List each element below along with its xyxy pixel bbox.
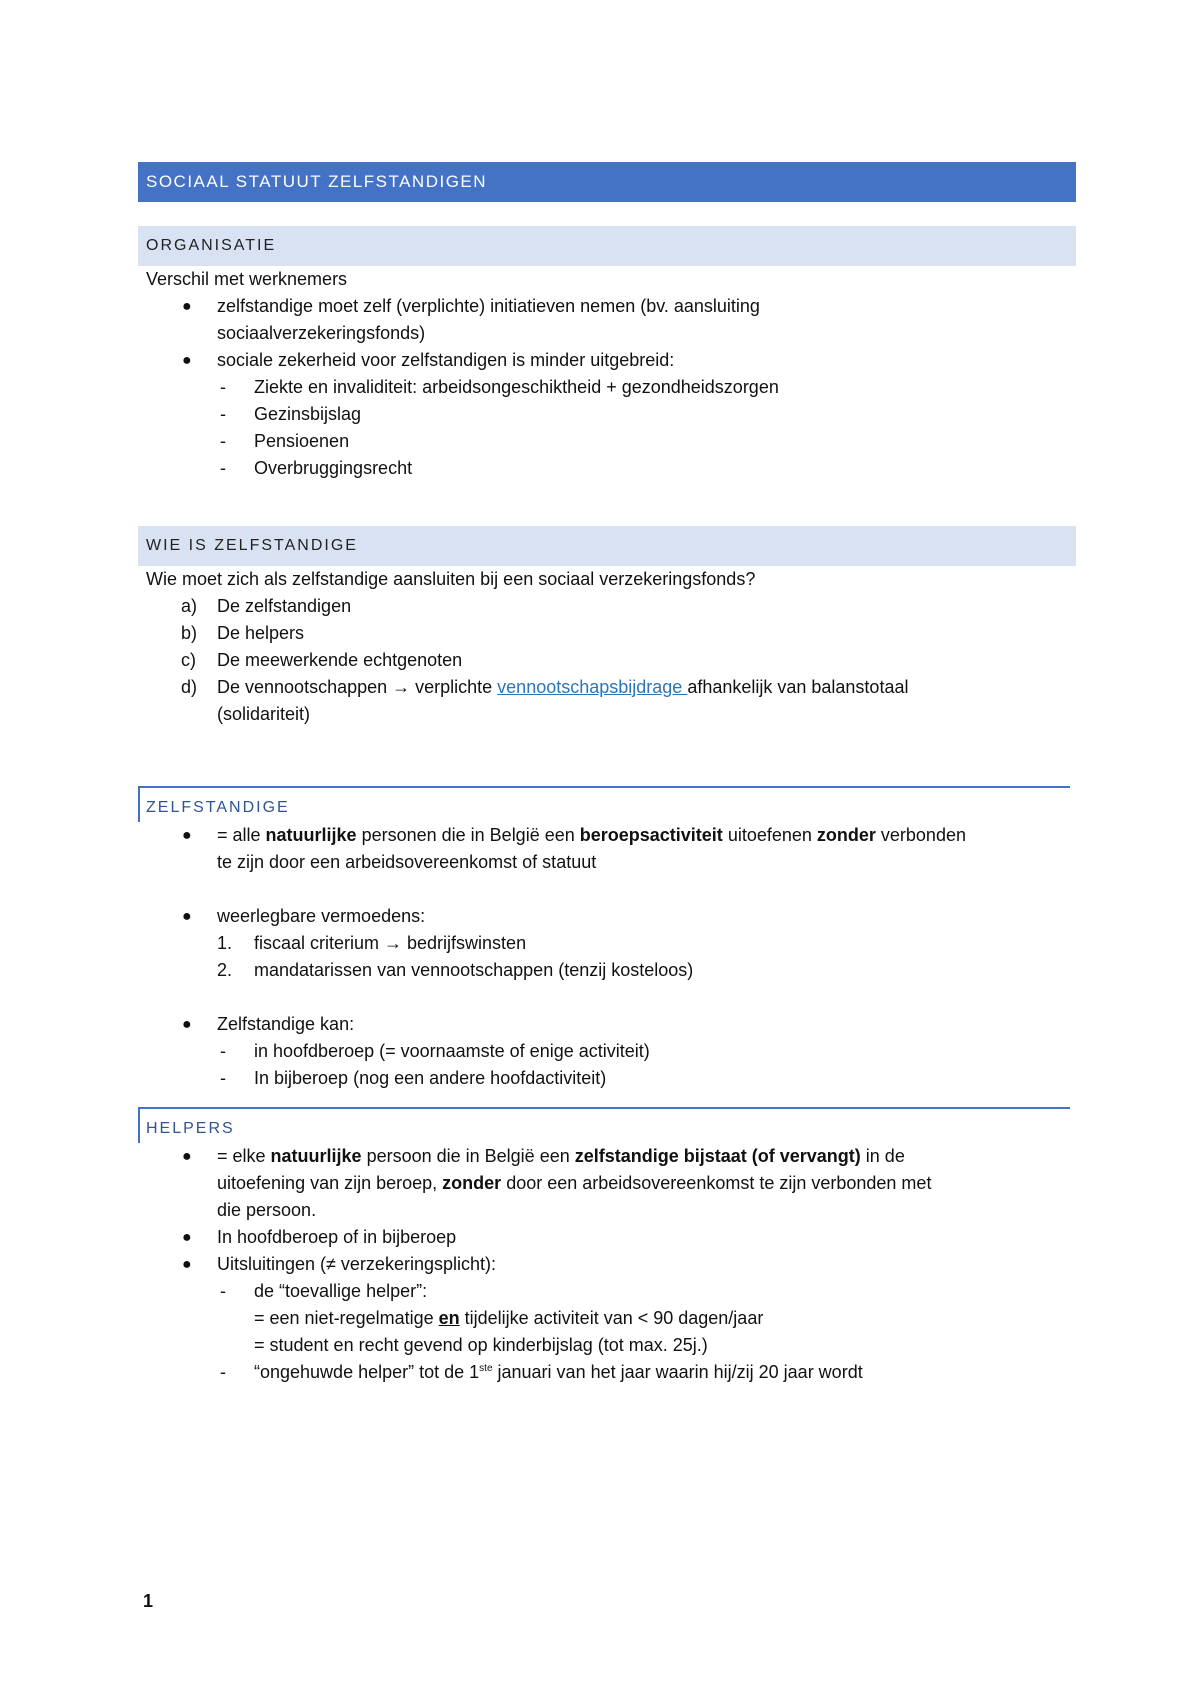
wie-question: Wie moet zich als zelfstandige aansluiten bij een sociaal verzekeringsfonds?	[146, 569, 756, 589]
sub-item: = een niet-regelmatige en tijdelijke activiteit van < 90 dagen/jaar	[254, 1308, 764, 1328]
heading-organisatie: ORGANISATIE	[138, 226, 1076, 266]
list-item-continuation: te zijn door een arbeidsovereenkomst of statuut	[217, 852, 597, 872]
bullet-icon: ●	[182, 908, 192, 925]
list-item: ● weerlegbare vermoedens:	[138, 903, 1076, 930]
dash-item: - Pensioenen	[220, 431, 350, 451]
bullet-icon: ●	[182, 298, 192, 315]
dash-item: - In bijberoep (nog een andere hoofdactiviteit)	[220, 1068, 607, 1088]
sub-item: = student en recht gevend op kinderbijslag (tot max. 25j.)	[254, 1335, 708, 1355]
bullet-icon: ●	[182, 1256, 192, 1273]
bullet-icon: ●	[182, 352, 192, 369]
bullet-icon: ●	[182, 1148, 192, 1165]
lettered-item: a) De zelfstandigen	[181, 596, 352, 616]
list-item-continuation: uitoefening van zijn beroep, zonder door een arbeidsovereenkomst te zijn verbonden met	[217, 1173, 932, 1193]
numbered-item: 2. mandatarissen van vennootschappen (tenzij kosteloos)	[217, 960, 694, 980]
dash-item: - in hoofdberoep (= voornaamste of enige activiteit)	[220, 1041, 650, 1061]
list-item: ● sociale zekerheid voor zelfstandigen is minder uitgebreid:	[138, 347, 1076, 374]
heading-helpers: HELPERS	[138, 1107, 1070, 1143]
page-content	[138, 162, 1076, 1386]
list-item: ● In hoofdberoep of in bijberoep	[138, 1224, 1076, 1251]
lettered-item: d) De vennootschappen → verplichte vennootschapsbijdrage afhankelijk van balanstotaal	[181, 677, 909, 697]
lettered-item-continuation: (solidariteit)	[217, 704, 311, 724]
list-item: ● Zelfstandige kan:	[138, 1011, 1076, 1038]
page-number: 1	[143, 1591, 154, 1611]
heading-wie-is-zelfstandige: WIE IS ZELFSTANDIGE	[138, 526, 1076, 566]
organisatie-intro: Verschil met werknemers	[146, 269, 348, 289]
list-item: ● Uitsluitingen (≠ verzekeringsplicht):	[138, 1251, 1076, 1278]
list-item-continuation: die persoon.	[217, 1200, 317, 1220]
list-item: ● = elke natuurlijke persoon die in België een zelfstandige bijstaat (of vervangt) in de	[138, 1143, 1076, 1170]
bullet-icon: ●	[182, 1229, 192, 1246]
dash-item: - de “toevallige helper”:	[220, 1281, 428, 1301]
list-item-continuation: sociaalverzekeringsfonds)	[217, 323, 426, 343]
bullet-icon: ●	[182, 827, 192, 844]
list-item: ● zelfstandige moet zelf (verplichte) initiatieven nemen (bv. aansluiting	[138, 293, 1076, 320]
numbered-item: 1. fiscaal criterium → bedrijfswinsten	[217, 933, 527, 953]
document-title: SOCIAAL STATUUT ZELFSTANDIGEN	[138, 162, 1076, 202]
bullet-icon: ●	[182, 1016, 192, 1033]
lettered-item: c) De meewerkende echtgenoten	[181, 650, 463, 670]
list-item: ● = alle natuurlijke personen die in België een beroepsactiviteit uitoefenen zonder verbonden	[138, 822, 1076, 849]
dash-item: - Ziekte en invaliditeit: arbeidsongeschiktheid + gezondheidszorgen	[220, 377, 779, 397]
dash-item: - Gezinsbijslag	[220, 404, 362, 424]
lettered-item: b) De helpers	[181, 623, 305, 643]
dash-item: - Overbruggingsrecht	[220, 458, 413, 478]
heading-zelfstandige: ZELFSTANDIGE	[138, 786, 1070, 822]
vennootschapsbijdrage-link[interactable]: vennootschapsbijdrage	[497, 677, 688, 697]
dash-item: - “ongehuwde helper” tot de 1ste januari van het jaar waarin hij/zij 20 jaar wordt	[220, 1362, 863, 1382]
